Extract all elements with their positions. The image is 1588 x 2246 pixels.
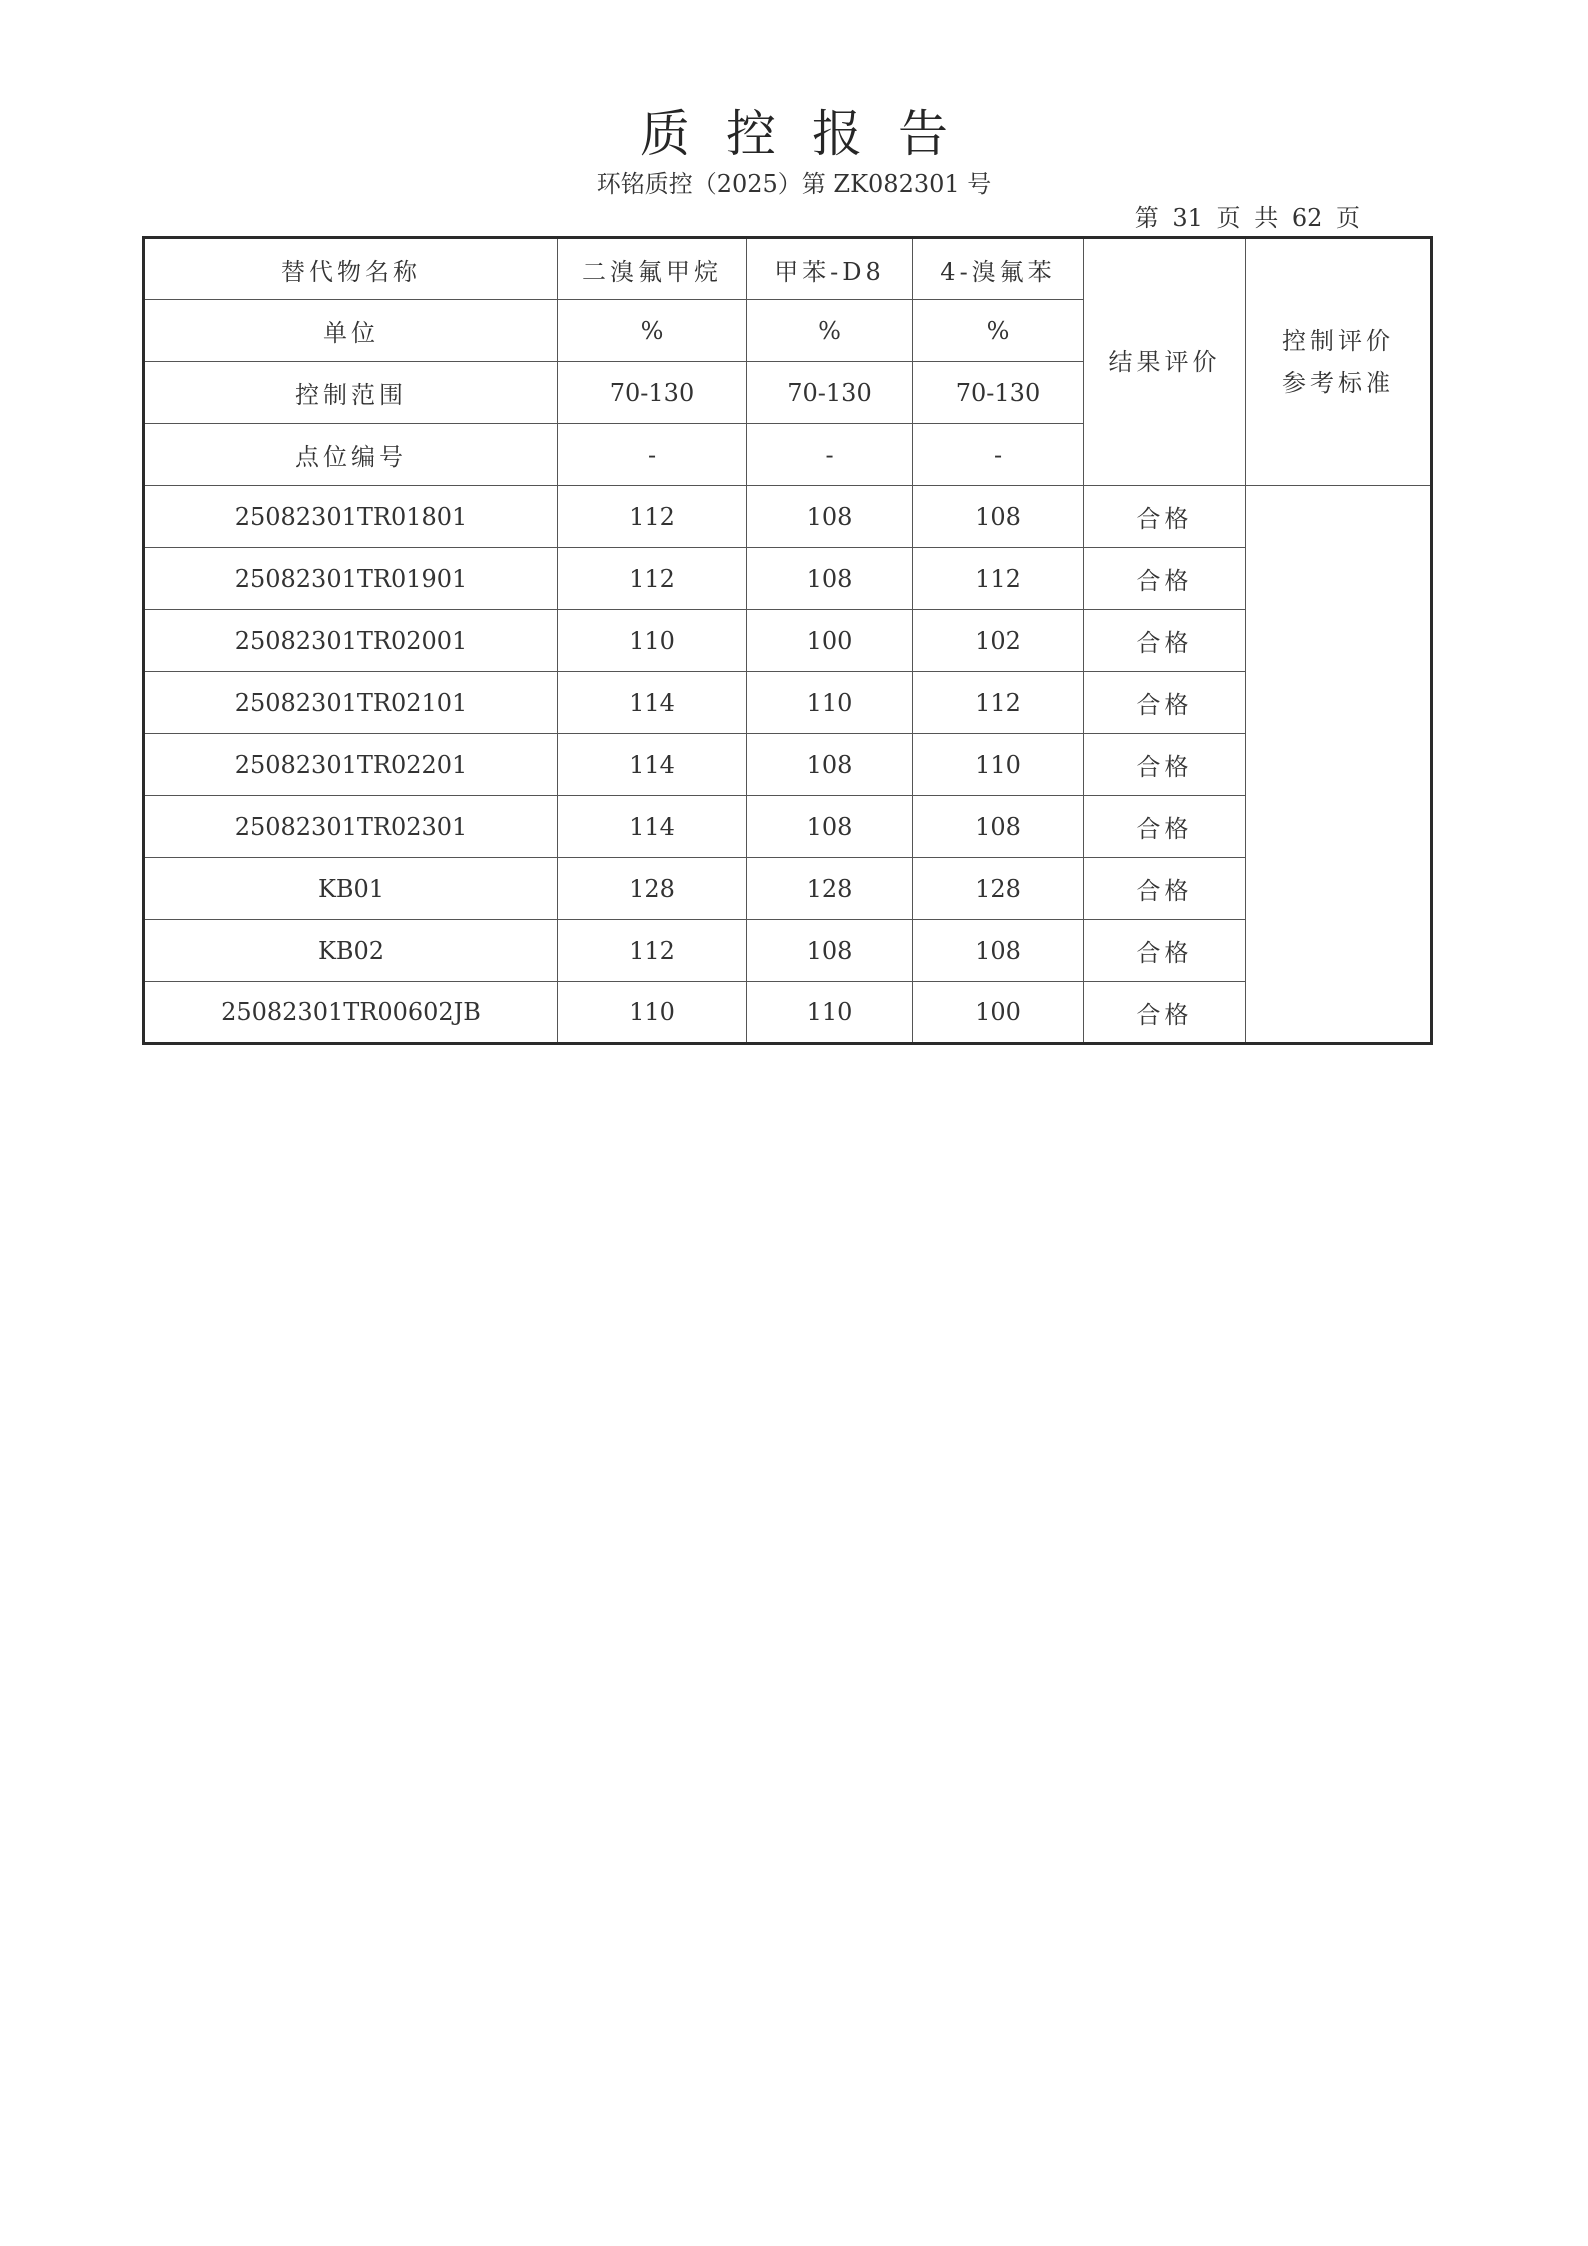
- point-compound-2: -: [747, 424, 913, 486]
- result-evaluation: 合格: [1084, 858, 1246, 920]
- range-compound-1: 70-130: [558, 362, 747, 424]
- table-row: [144, 486, 1432, 548]
- value-compound-1: 112: [558, 920, 747, 982]
- value-compound-2: 128: [747, 858, 913, 920]
- sample-id: KB01: [144, 858, 558, 920]
- unit-compound-3: %: [913, 300, 1084, 362]
- value-compound-2: 110: [747, 982, 913, 1044]
- table-row: [144, 548, 1432, 610]
- value-compound-1: 114: [558, 672, 747, 734]
- table-row: [144, 610, 1432, 672]
- table-row: [144, 858, 1432, 920]
- header-range-label: 控制范围: [144, 362, 558, 424]
- document-number: 环铭质控（2025）第 ZK082301 号: [596, 170, 992, 198]
- value-compound-3: 108: [913, 796, 1084, 858]
- page-number: 第 31 页 共 62 页: [1134, 204, 1360, 232]
- value-compound-1: 112: [558, 548, 747, 610]
- sample-id: 25082301TR02001: [144, 610, 558, 672]
- value-compound-3: 110: [913, 734, 1084, 796]
- result-evaluation: 合格: [1084, 548, 1246, 610]
- header-compound-2: 甲苯-D8: [747, 238, 913, 300]
- sample-id: 25082301TR02201: [144, 734, 558, 796]
- header-standard-text: 控制评价参考标准: [1282, 327, 1394, 397]
- value-compound-2: 108: [747, 486, 913, 548]
- qc-surrogate-table: [142, 236, 1433, 1045]
- header-row-name: [144, 238, 1432, 300]
- sample-id: 25082301TR00602JB: [144, 982, 558, 1044]
- point-compound-3: -: [913, 424, 1084, 486]
- header-standard-label: [1246, 238, 1432, 486]
- result-evaluation: 合格: [1084, 982, 1246, 1044]
- value-compound-3: 108: [913, 486, 1084, 548]
- table-row: [144, 796, 1432, 858]
- result-evaluation: 合格: [1084, 796, 1246, 858]
- sample-id: 25082301TR01901: [144, 548, 558, 610]
- value-compound-1: 114: [558, 734, 747, 796]
- value-compound-1: 112: [558, 486, 747, 548]
- header-surrogate-name-label: 替代物名称: [144, 238, 558, 300]
- unit-compound-1: %: [558, 300, 747, 362]
- value-compound-1: 110: [558, 982, 747, 1044]
- value-compound-1: 114: [558, 796, 747, 858]
- result-evaluation: 合格: [1084, 610, 1246, 672]
- value-compound-2: 108: [747, 920, 913, 982]
- value-compound-3: 108: [913, 920, 1084, 982]
- result-evaluation: 合格: [1084, 734, 1246, 796]
- sample-id: 25082301TR02101: [144, 672, 558, 734]
- range-compound-2: 70-130: [747, 362, 913, 424]
- result-evaluation: 合格: [1084, 672, 1246, 734]
- header-unit-label: 单位: [144, 300, 558, 362]
- sample-id: KB02: [144, 920, 558, 982]
- value-compound-3: 112: [913, 672, 1084, 734]
- header-compound-1: 二溴氟甲烷: [558, 238, 747, 300]
- result-evaluation: 合格: [1084, 486, 1246, 548]
- value-compound-1: 110: [558, 610, 747, 672]
- value-compound-2: 108: [747, 734, 913, 796]
- value-compound-3: 128: [913, 858, 1084, 920]
- value-compound-3: 100: [913, 982, 1084, 1044]
- header-compound-3: 4-溴氟苯: [913, 238, 1084, 300]
- value-compound-3: 112: [913, 548, 1084, 610]
- table-row: [144, 672, 1432, 734]
- value-compound-2: 108: [747, 548, 913, 610]
- point-compound-1: -: [558, 424, 747, 486]
- report-title: 质控报告: [640, 105, 984, 163]
- table-row: [144, 920, 1432, 982]
- value-compound-2: 110: [747, 672, 913, 734]
- header-result-label: 结果评价: [1084, 238, 1246, 486]
- sample-id: 25082301TR01801: [144, 486, 558, 548]
- value-compound-2: 108: [747, 796, 913, 858]
- value-compound-3: 102: [913, 610, 1084, 672]
- value-compound-1: 128: [558, 858, 747, 920]
- range-compound-3: 70-130: [913, 362, 1084, 424]
- table-row: [144, 734, 1432, 796]
- header-point-label: 点位编号: [144, 424, 558, 486]
- standard-cell: [1246, 486, 1432, 1044]
- result-evaluation: 合格: [1084, 920, 1246, 982]
- value-compound-2: 100: [747, 610, 913, 672]
- unit-compound-2: %: [747, 300, 913, 362]
- sample-id: 25082301TR02301: [144, 796, 558, 858]
- table-row: [144, 982, 1432, 1044]
